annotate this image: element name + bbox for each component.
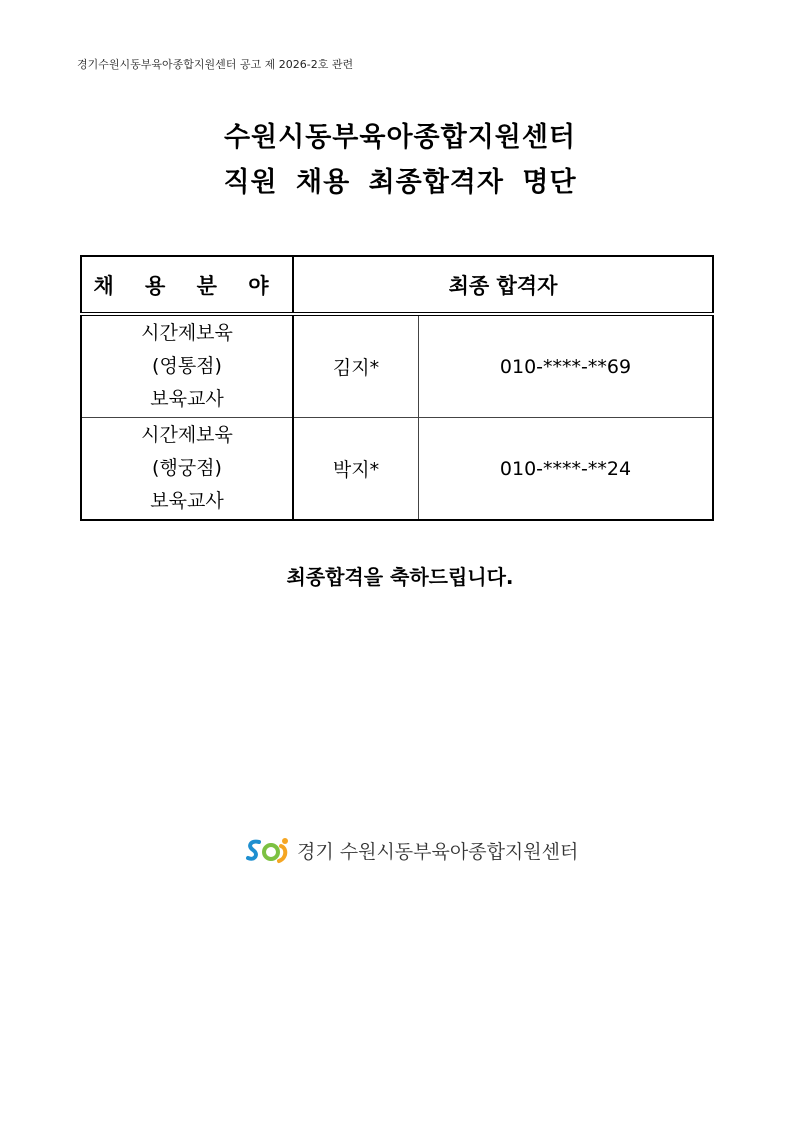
logo-text: 경기 수원시동부육아종합지원센터 xyxy=(297,840,579,863)
notice-reference: 경기수원시동부육아종합지원센터 공고 제 2026-2호 관련 xyxy=(77,58,354,71)
field-cell xyxy=(81,314,293,418)
field-line: (행궁점) xyxy=(152,457,222,479)
closing-message: 최종합격을 축하드립니다. xyxy=(286,565,514,589)
phone-cell: 010-****-**24 xyxy=(419,418,714,521)
field-line: 보육교사 xyxy=(150,388,224,410)
field-line: 시간제보육 xyxy=(141,322,233,344)
field-line: 시간제보육 xyxy=(141,424,233,446)
name-cell: 박지* xyxy=(293,418,419,521)
name-cell: 김지* xyxy=(293,314,419,418)
phone-cell: 010-****-**69 xyxy=(419,314,714,418)
field-line: 보육교사 xyxy=(150,490,224,512)
header-field: 채 용 분 야 xyxy=(81,256,293,314)
table-row xyxy=(81,418,713,521)
header-result: 최종 합격자 xyxy=(293,256,713,314)
field-line: (영통점) xyxy=(152,355,222,377)
page-title: 수원시동부육아종합지원센터 xyxy=(223,122,577,153)
field-cell xyxy=(81,418,293,521)
table-header xyxy=(81,256,713,314)
table-row xyxy=(81,314,713,418)
results-table xyxy=(80,255,714,521)
page-subtitle: 직원 채용 최종합격자 명단 xyxy=(223,167,577,198)
logo-mark-icon xyxy=(245,836,291,864)
org-logo xyxy=(245,836,578,864)
